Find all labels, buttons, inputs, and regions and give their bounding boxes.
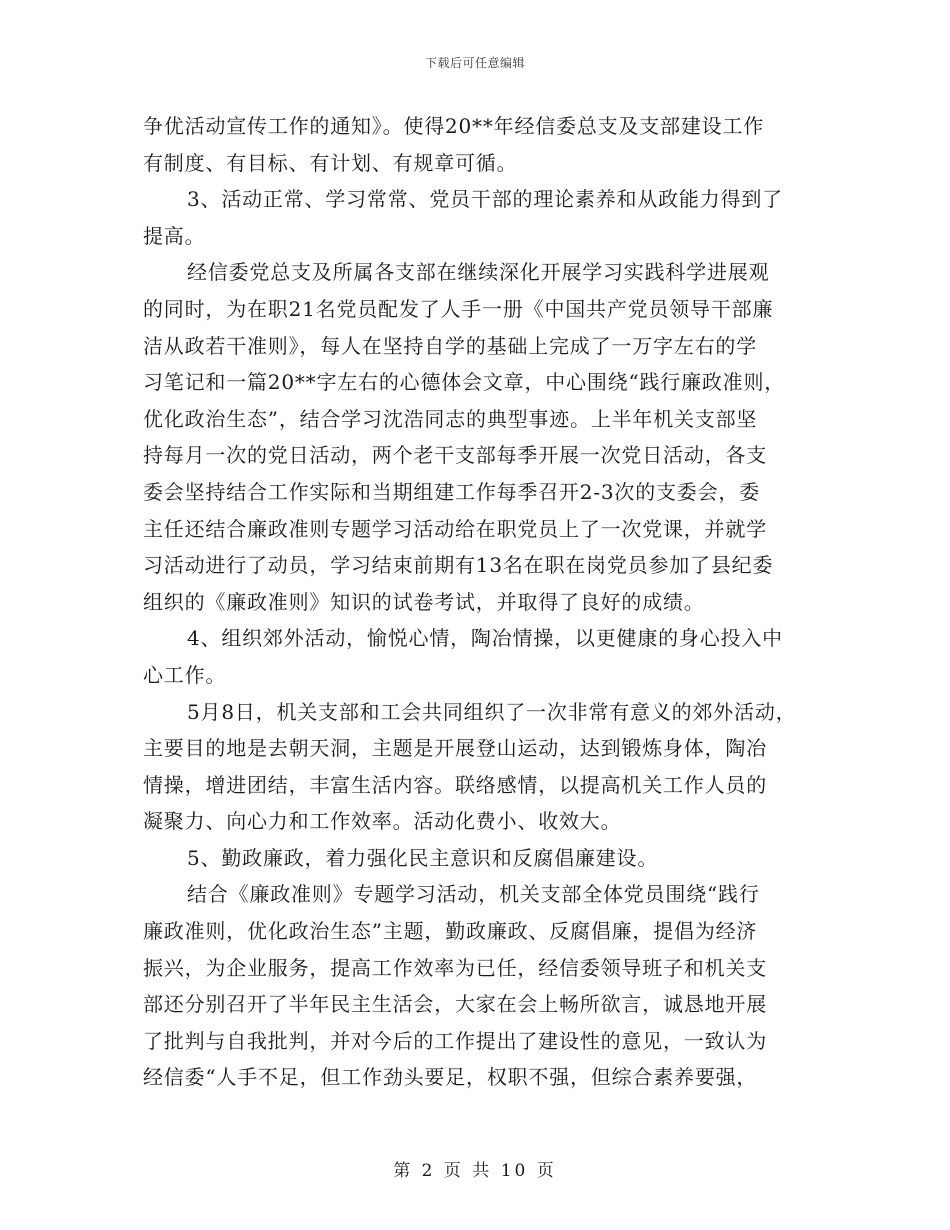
document-body	[143, 108, 813, 1096]
text-line: 结合《廉政准则》专题学习活动，机关支部全体党员围绕“践行	[187, 882, 760, 907]
text-line: 心工作。	[143, 662, 227, 687]
text-line: 振兴，为企业服务，提高工作效率为已任，经信委领导班子和机关支	[143, 955, 767, 980]
text-line: 洁从政若干准则》，每人在坚持自学的基础上完成了一万字左右的学	[143, 333, 757, 358]
text-line: 习笔记和一篇20**字左右的心德体会文章，中心围绕“践行廉政准则，	[143, 370, 786, 395]
page-number-footer: 第 2 页 共 10 页	[393, 1161, 557, 1181]
text-line: 情操，增进团结，丰富生活内容。联络感情，以提高机关工作人员的	[143, 772, 767, 797]
text-line: 委会坚持结合工作实际和当期组建工作每季召开2-3次的支委会，委	[143, 479, 761, 504]
text-line: 主要目的地是去朝天洞，主题是开展登山运动，达到锻炼身体，陶冶	[143, 736, 767, 761]
text-line: 主任还结合廉政准则专题学习活动给在职党员上了一次党课，并就学	[143, 516, 767, 541]
text-line: 了批判与自我批判，并对今后的工作提出了建设性的意见，一致认为	[143, 1028, 767, 1053]
text-line: 廉政准则，优化政治生态”主题，勤政廉政、反腐倡廉，提倡为经济	[143, 919, 758, 944]
page-header: 下载后可任意编辑	[424, 56, 525, 70]
text-line: 习活动进行了动员，学习结束前期有13名在职在岗党员参加了县纪委	[143, 553, 774, 578]
text-line: 的同时，为在职21名党员配发了人手一册《中国共产党员领导干部廉	[143, 296, 774, 321]
text-line: 提高。	[143, 223, 206, 248]
text-line: 5月8日，机关支部和工会共同组织了一次非常有意义的郊外活动，	[187, 699, 797, 724]
text-line: 争优活动宣传工作的通知》。使得20**年经信委总支及支部建设工作	[143, 114, 765, 138]
text-line: 5、勤政廉政，着力强化民主意识和反腐倡廉建设。	[187, 845, 659, 870]
text-line: 部还分别召开了半年民主生活会，大家在会上畅所欲言，诚恳地开展	[143, 992, 767, 1017]
text-line: 优化政治生态”，结合学习沈浩同志的典型事迹。上半年机关支部坚	[143, 406, 758, 431]
text-line: 组织的《廉政准则》知识的试卷考试，并取得了良好的成绩。	[143, 589, 705, 614]
text-line: 有制度、有目标、有计划、有规章可循。	[143, 150, 518, 175]
text-line: 经信委党总支及所属各支部在继续深化开展学习实践科学进展观	[187, 260, 770, 285]
text-line: 4、组织郊外活动，愉悦心情，陶冶情操，以更健康的身心投入中	[187, 626, 783, 651]
text-line: 持每月一次的党日活动，两个老干支部每季开展一次党日活动，各支	[143, 443, 767, 468]
text-line: 凝聚力、向心力和工作效率。活动化费小、收效大。	[143, 809, 622, 834]
text-line: 3、活动正常、学习常常、党员干部的理论素养和从政能力得到了	[187, 187, 783, 212]
text-line: 经信委“人手不足，但工作劲头要足，权职不强，但综合素养要强，	[143, 1065, 758, 1090]
